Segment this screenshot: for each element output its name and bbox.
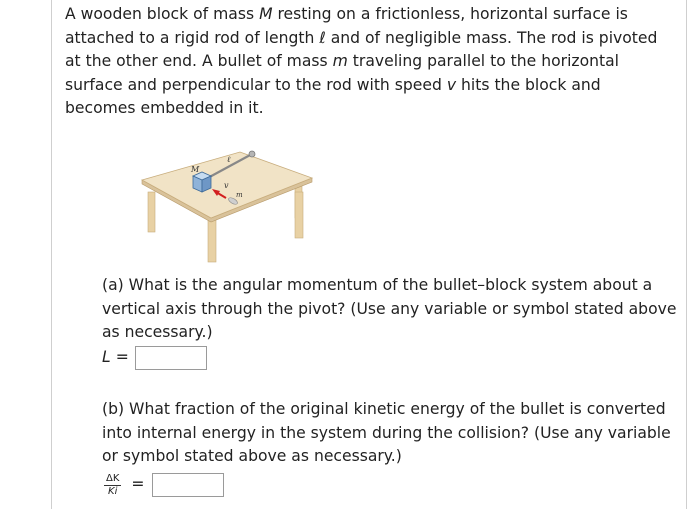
problem-statement [65,3,675,121]
part-b-question: (b) What fraction of the original kinetic energy of the bullet is converted into internal energy in the system during the collision? (Use any variable or symbol stated above as necessary.) [102,400,671,465]
mass-bullet-symbol: m [332,52,348,70]
part-b-fraction-label [104,473,121,498]
table-leg-back-left [148,192,155,232]
fraction-numerator: ΔK [106,472,120,484]
table-leg-front-right [295,192,303,238]
problem-text: A wooden block of mass M resting on a frictionless, horizontal surface is attached to a rigid rod of length ℓ and of negligible mass. The rod is pivoted at the other end. A bullet of mass m traveling parallel to the horizontal surface and perpendicular to the rod with speed v hits the block and becomes embedded in it. [65,5,658,117]
speed-symbol: v [446,75,457,94]
part-a-question: (a) What is the angular momentum of the bullet–block system about a vertical axis through the pivot? (Use any variable or symbol stated above as necessary.) [102,276,677,341]
figure-table-rod-block [130,140,330,270]
length-symbol: ℓ [319,28,326,47]
label-rod-length: ℓ [227,155,231,164]
part-a-answer-input[interactable] [135,346,207,370]
table-illustration [130,140,330,270]
part-b-answer-row [102,473,687,498]
fraction-denominator: Ki [108,485,118,497]
label-velocity: v [224,181,229,190]
part-a-equals: = [115,347,129,366]
part-b [102,398,687,498]
label-block-mass: M [191,165,200,174]
part-a-answer-row [102,346,687,370]
part-a [102,274,687,370]
part-a-answer-label: L [102,347,111,366]
table-leg-front-left [208,216,216,262]
label-bullet-mass: m [236,191,243,199]
mass-block-symbol: M [259,5,273,23]
pivot [249,151,255,157]
part-b-answer-input[interactable] [152,473,224,497]
part-b-equals: = [131,475,145,494]
